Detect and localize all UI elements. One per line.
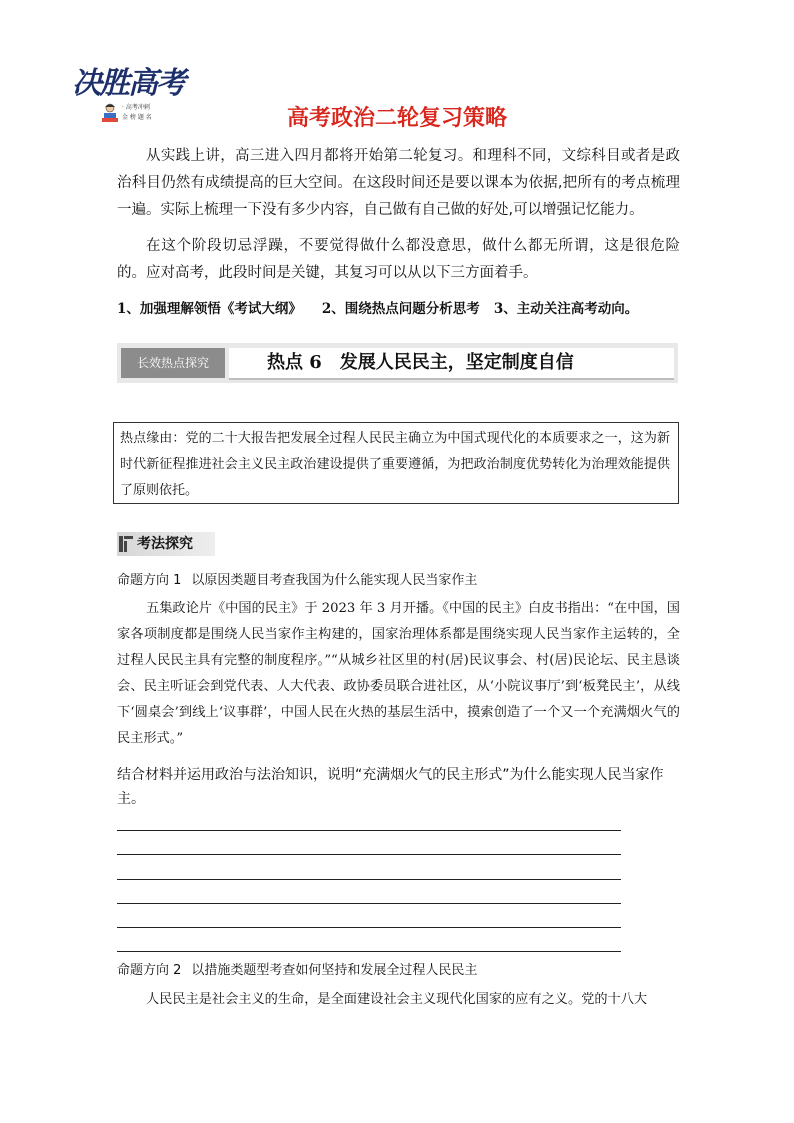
banner-tag: 长效热点探究: [121, 348, 225, 378]
intro-paragraph: 在这个阶段切忌浮躁，不要觉得做什么都没意思，做什么都无所谓，这是很危险的。应对高考，此段时间是关键，其复习可以从以下三方面着手。: [117, 238, 680, 281]
section-label: 考法探究: [137, 536, 193, 552]
page-title: 高考政治二轮复习策略: [286, 106, 507, 131]
answer-line[interactable]: [117, 951, 621, 952]
direction-number: 命题方向 1: [117, 573, 182, 588]
section-heading: [117, 532, 215, 556]
answer-line[interactable]: [117, 927, 621, 928]
answer-line[interactable]: [117, 903, 621, 904]
review-point: 3、主动关注高考动向。: [493, 301, 639, 317]
logo-subtext: · 高考冲刺: [122, 104, 150, 111]
logo-text: 决胜高考: [72, 66, 184, 101]
direction-heading: [117, 570, 477, 592]
review-point: 1、加强理解领悟《考试大纲》: [117, 301, 302, 317]
material-text: 人民民主是社会主义的生命，是全面建设社会主义现代化国家的应有之义。党的十八大: [146, 992, 648, 1007]
logo-subtext: 金 榜 题 名: [122, 114, 152, 121]
direction-text: 以原因类题目考查我国为什么能实现人民当家作主: [191, 573, 478, 588]
review-point: 2、围绕热点问题分析思考: [321, 301, 480, 317]
answer-line[interactable]: [117, 854, 621, 855]
material-text: 五集政论片《中国的民主》于 2023 年 3 月开播。《中国的民主》白皮书指出：“在中国，国家各项制度都是围绕人民当家作主构建的，国家治理体系都是围绕实现人民当家作主运转的，全过程人民民主具有完整的制度程序。”“从城乡社区里的村(居)民议事会、村(居)民论坛、民主恳谈会、民主听证会到党代表、人大代表、政协委员联合进社区，从‘小院议事厅’到‘板凳民主’，从线下‘圆桌会’到线上‘议事群’，中国人民在火热的基层生活中，摸索创造了一个又一个充满烟火气的民主形式。”: [117, 601, 680, 746]
section-marker-icon: [119, 536, 133, 552]
direction-number: 命题方向 2: [117, 963, 182, 978]
hotspot-reason: 热点缘由：党的二十大报告把发展全过程人民民主确立为中国式现代化的本质要求之一，这为新时代新征程推进社会主义民主政治建设提供了重要遵循，为把政治制度优势转化为治理效能提供了原则依托。: [120, 431, 670, 498]
hotspot-banner: [117, 343, 678, 383]
question-text: 结合材料并运用政治与法治知识，说明“充满烟火气的民主形式”为什么能实现人民当家作主。: [117, 767, 664, 807]
answer-line[interactable]: [117, 879, 621, 880]
direction-text: 以措施类题型考查如何坚持和发展全过程人民民主: [191, 963, 478, 978]
intro-paragraph: 从实践上讲，高三进入四月都将开始第二轮复习。和理科不同，文综科目或者是政治科目仍然有成绩提高的巨大空间。在这段时间还是要以课本为依据,把所有的考点梳理一遍。实际上梳理一下没有多少内容，自己做有自己做的好处,可以增强记忆能力。: [117, 148, 680, 218]
hotspot-reason-box: [113, 422, 679, 504]
answer-line[interactable]: [117, 830, 621, 831]
review-points: [117, 297, 697, 321]
banner-title: 热点 6 发展人民民主，坚定制度自信: [267, 352, 574, 373]
direction-heading: [117, 960, 477, 982]
